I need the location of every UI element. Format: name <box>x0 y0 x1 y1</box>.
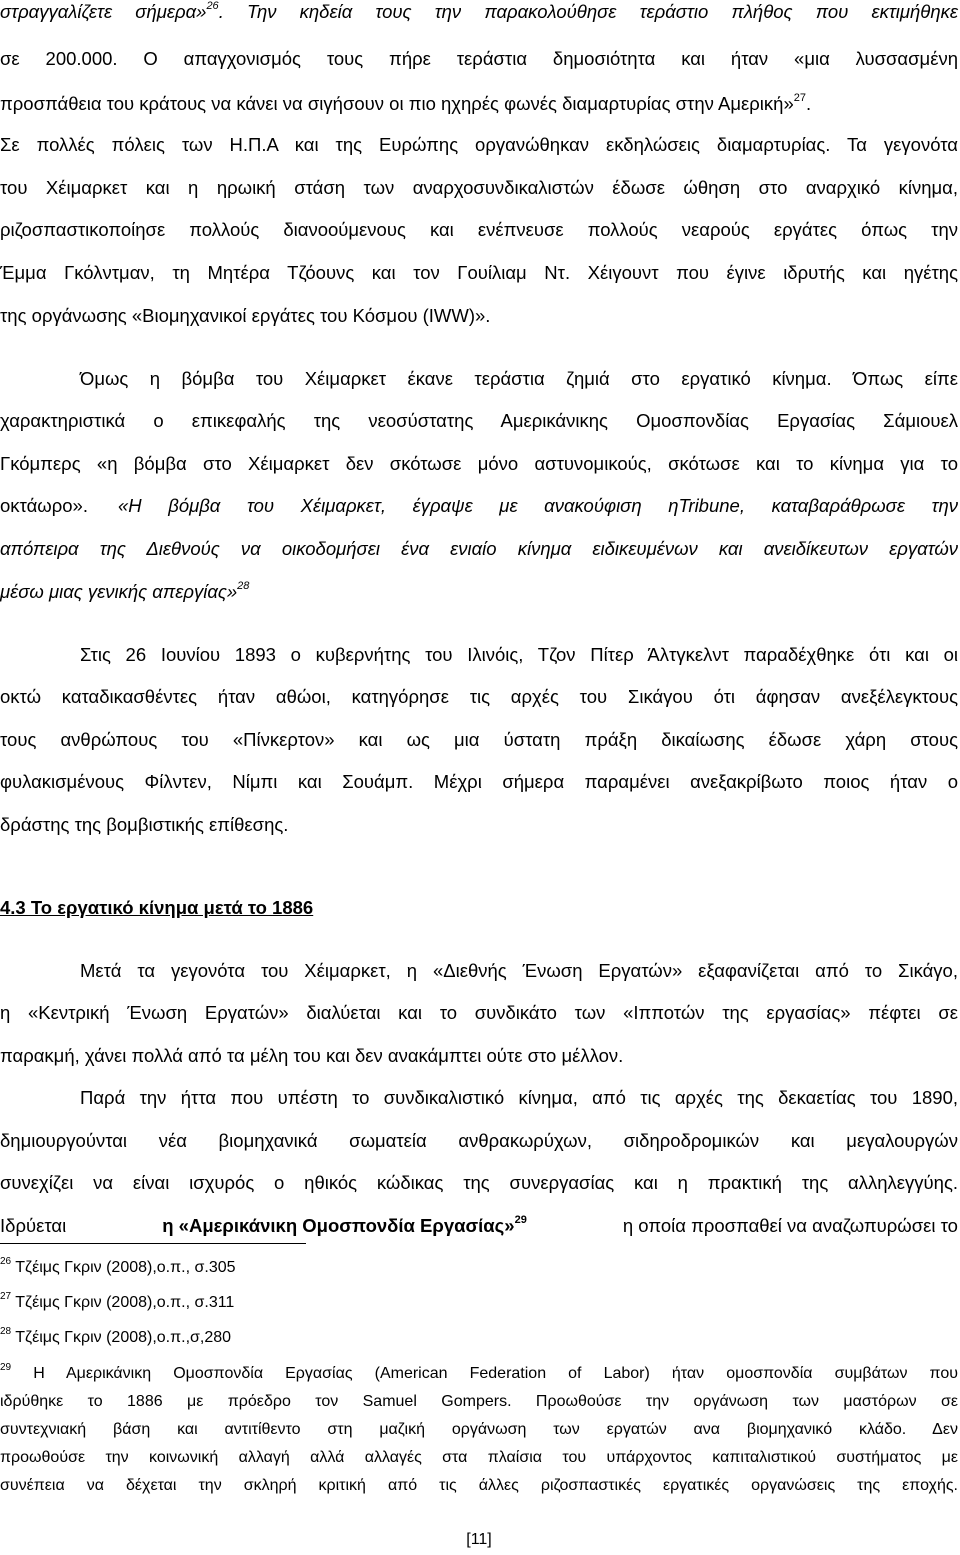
text-line: του Χέιμαρκετ και η ηρωική στάση των αναρχοσυνδικαλιστών έδωσε ώθηση στο αναρχικό κίνημα, <box>0 177 958 198</box>
text-line: Έμμα Γκόλντμαν, τη Μητέρα Τζόουνς και τον Γουίλιαμ Ντ. Χέιγουντ που έγινε ιδρυτής και ηγέτης <box>0 262 958 283</box>
footnote: $^{28}$ Τζέιμς Γκριν (2008),ο.π.,σ,280 <box>0 1326 232 1346</box>
text-line: συνεχίζει να είναι ισχυρός ο ηθικός κώδικας της συνεργασίας και η πρακτική της αλληλεγγύης. <box>0 1172 958 1193</box>
text-line: προσπάθεια του κράτους να κάνει να σιγήσουν οι πιο ηχηρές φωνές διαμαρτυρίας στην Αμερική»$^{27}$. <box>0 92 812 114</box>
text-line: σε 200.000. Ο απαγχονισμός τους πήρε τεράστια δημοσιότητα και ήταν «μια λυσσασμένη <box>0 48 958 69</box>
footnote-ref: 27 <box>793 92 806 104</box>
footnote: $^{27}$ Τζέιμς Γκριν (2008),ο.π., σ.311 <box>0 1291 235 1311</box>
footnote-line: ιδρύθηκε το 1886 με πρόεδρο τον Samuel Gompers. Προωθούσε την οργάνωση των μαστόρων σε <box>0 1393 958 1410</box>
quote-line: μέσω μιας γενικής απεργίας»$^{28}$ <box>0 580 250 602</box>
section-heading: 4.3 Το εργατικό κίνημα μετά το 1886 <box>0 897 314 918</box>
text-line: οκτώ καταδικασθέντες ήταν αθώοι, κατηγόρησε τις αρχές του Σικάγου ότι άφησαν ανεξέλεγκτους <box>0 686 958 707</box>
footnote-ref: 26 <box>206 0 219 12</box>
text-line: ριζοσπαστικοποίησε πολλούς διανοούμενους και ενέπνευσε πολλούς νεαρούς εργάτες όπως την <box>0 219 958 240</box>
text-line: της οργάνωσης «Βιομηχανικοί εργάτες του Κόσμου (IWW)». <box>0 305 491 326</box>
footnote-line: συνέπεια να δέχεται την σκληρή κριτική από τις άλλες ριζοσπαστικές εργατικές οργανώσεις της εποχής. <box>0 1477 958 1494</box>
bold-term: η «Αμερικάνικη Ομοσπονδία Εργασίας»$^{29}$ <box>162 1214 527 1236</box>
page-number: [11] <box>466 1531 492 1548</box>
text-line: Στις 26 Ιουνίου 1893 ο κυβερνήτης του Ιλινόις, Τζον Πίτερ Άλτγκελντ παραδέχθηκε ότι και οι <box>80 644 958 665</box>
footnote: $^{29}$ Η Αμερικάνικη Ομοσπονδία Εργασίας (American Federation of Labor) ήταν ομοσπονδία συμβάτων που <box>0 1362 958 1382</box>
footnote: $^{26}$ Τζέιμς Γκριν (2008),ο.π., σ.305 <box>0 1256 236 1276</box>
quote-line: «Η βόμβα του Χέιμαρκετ, έγραψε με ανακούφιση ηTribune, καταβαράθρωσε την <box>118 495 958 516</box>
text-line: Μετά τα γεγονότα του Χέιμαρκετ, η «Διεθνής Ένωση Εργατών» εξαφανίζεται από το Σικάγο, <box>80 960 958 981</box>
text-line: η «Κεντρική Ένωση Εργατών» διαλύεται και το συνδικάτο των «Ιπποτών της εργασίας» πέφτει σε <box>0 1002 958 1023</box>
footnote-divider <box>0 1243 306 1244</box>
footnote-line: προωθούσε την κοινωνική αλλαγή αλλά αλλαγές στα πλαίσια του υπάρχοντος καπιταλιστικού συστήματος με <box>0 1449 958 1466</box>
text-line: Γκόμπερς «η βόμβα στο Χέιμαρκετ δεν σκότωσε μόνο αστυνομικούς, σκότωσε και το κίνημα για το <box>0 453 958 474</box>
text-line: Όμως η βόμβα του Χέιμαρκετ έκανε τεράστια ζημιά στο εργατικό κίνημα. Όπως είπε <box>80 368 958 389</box>
text-line: Σε πολλές πόλεις των Η.Π.Α και της Ευρώπης οργανώθηκαν εκδηλώσεις διαμαρτυρίας. Τα γεγονότα <box>0 134 958 155</box>
text-line: παρακμή, χάνει πολλά από τα μέλη του και δεν ανακάμπτει ούτε στο μέλλον. <box>0 1045 624 1066</box>
footnote-ref: 29 <box>514 1214 527 1226</box>
text-line: στραγγαλίζετε σήμερα»$^{26}$. Την κηδεία τους την παρακολούθησε τεράστιο πλήθος που εκτιμήθηκε <box>0 0 958 22</box>
quote-line: απόπειρα της Διεθνούς να οικοδομήσει ένα ενιαίο κίνημα ειδικευμένων και ανειδίκευτων εργατών <box>0 538 958 559</box>
text-line: δημιουργούνται νέα βιομηχανικά σωματεία ανθρακωρύχων, σιδηροδρομικών και μεγαλουργών <box>0 1130 958 1151</box>
text-line: τους ανθρώπους του «Πίνκερτον» και ως μια ύστατη πράξη δικαίωσης έδωσε χάρη στους <box>0 729 958 750</box>
footnote-ref: 28 <box>237 580 250 592</box>
text-line: Παρά την ήττα που υπέστη το συνδικαλιστικό κίνημα, από τις αρχές της δεκαετίας του 1890, <box>80 1087 958 1108</box>
text-line: χαρακτηριστικά ο επικεφαλής της νεοσύστατης Αμερικάνικης Ομοσπονδίας Εργασίας Σάμιουελ <box>0 410 958 431</box>
footnote-line: συντεχνιακή βάση και αντιτίθεντο στη μαζική οργάνωση των εργατών ανα βιομηχανικό κλάδο. Δεν <box>0 1421 958 1438</box>
text-line: δράστης της βομβιστικής επίθεσης. <box>0 814 289 835</box>
text-line: οκτάωρο». <box>0 495 88 516</box>
text-line: φυλακισμένους Φίλντεν, Νίμπι και Σουάμπ. Μέχρι σήμερα παραμένει ανεξακρίβωτο ποιος ήταν ο <box>0 771 958 792</box>
text-line: Ιδρύεται η «Αμερικάνικη Ομοσπονδία Εργασίας»$^{29}$ η οποία προσπαθεί να αναζωπυρώσει το <box>0 1214 958 1236</box>
